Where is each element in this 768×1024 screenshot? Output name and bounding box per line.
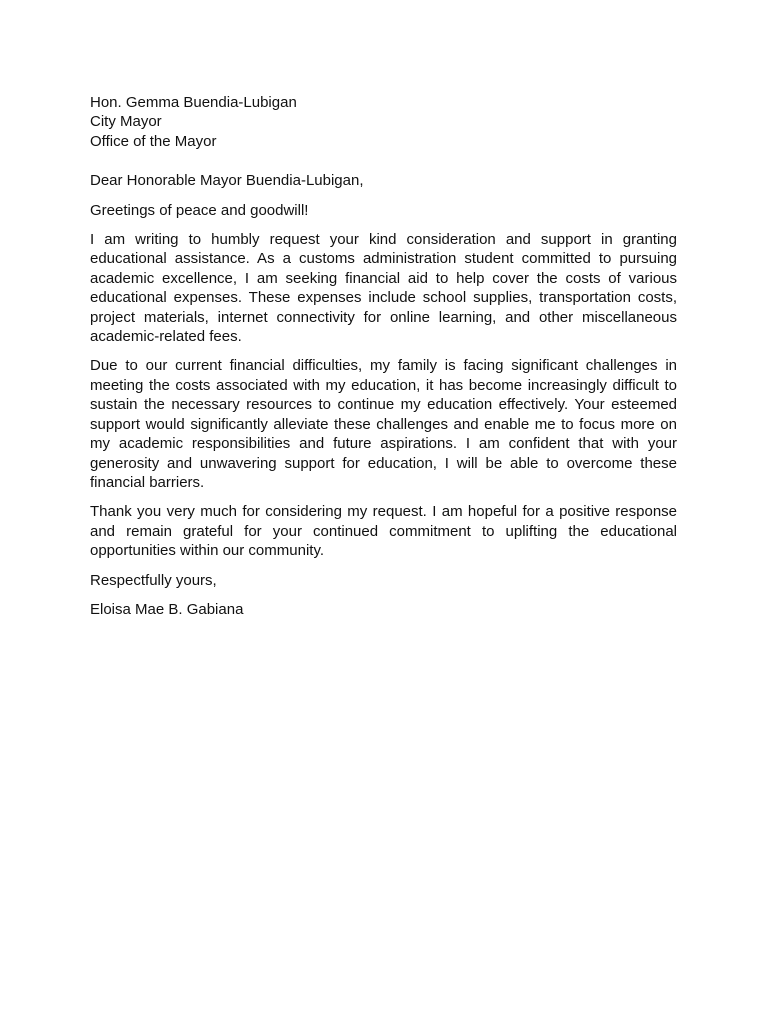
recipient-name: Hon. Gemma Buendia-Lubigan [90,94,297,111]
salutation: Dear Honorable Mayor Buendia-Lubigan, [90,172,364,190]
paragraph-thanks: Thank you very much for considering my request. I am hopeful for a positive response and remain grateful for your continued commitment to uplifting the educational opportunities within our community. [90,503,677,560]
paragraph-financial-difficulties: Due to our current financial difficulties, my family is facing significant challenges in meeting the costs associated with my education, it has become increasingly difficult to sustain the necessary resources to continue my education effectively. Your esteemed support would significantly alleviate these challenges and enable me to focus more on my academic responsibilities and future aspirations. I am confident that with your generosity and unwavering support for education, I will be able to overcome these financial barriers. [90,357,677,491]
closing-line: Respectfully yours, [90,571,217,589]
recipient-address-block [90,93,677,151]
greeting-line: Greetings of peace and goodwill! [90,201,309,219]
letter-body [90,93,677,619]
paragraph-request: I am writing to humbly request your kind consideration and support in granting educational assistance. As a customs administration student committed to pursuing academic excellence, I am seeking financial aid to help cover the costs of various educational expenses. These expenses include school supplies, transportation costs, project materials, internet connectivity for online learning, and other miscellaneous academic-related fees. [90,231,677,346]
signature-name: Eloisa Mae B. Gabiana [90,600,244,618]
recipient-title: City Mayor [90,113,162,131]
recipient-office: Office of the Mayor [90,132,217,150]
